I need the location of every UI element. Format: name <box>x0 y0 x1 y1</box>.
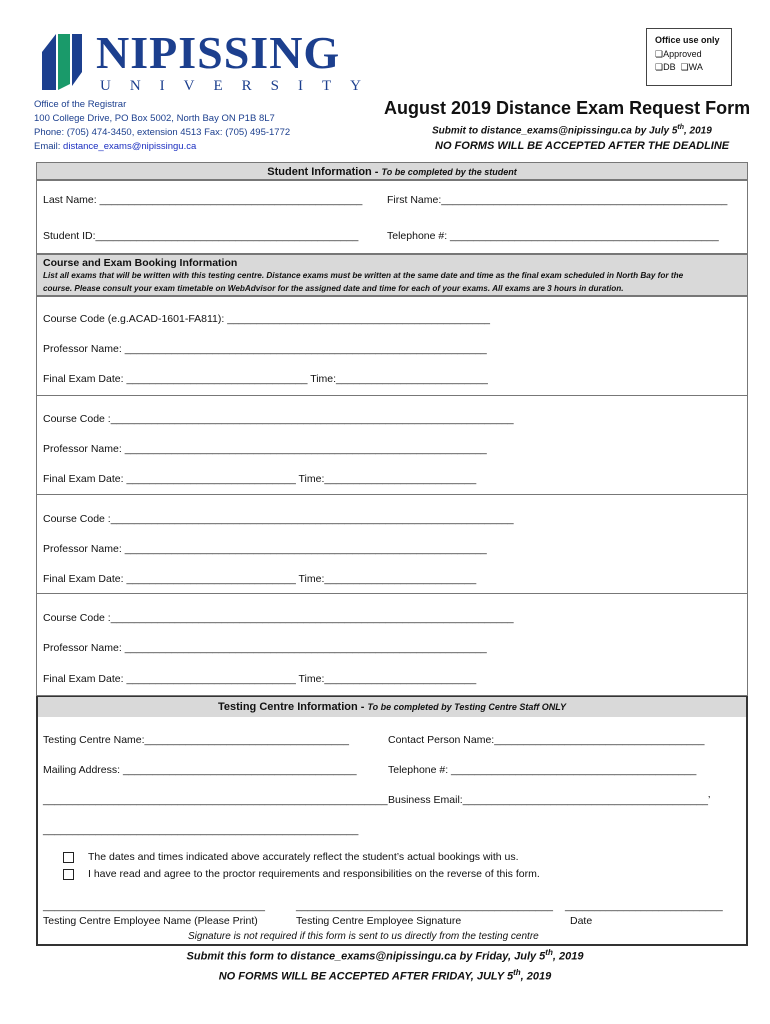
footer-submit-suffix: , 2019 <box>552 950 584 963</box>
course-code-field[interactable]: Course Code :_____________________________________________________________________ <box>43 413 514 425</box>
office-use-title: Office use only <box>655 35 720 45</box>
logo-name: NIPISSING <box>96 27 341 78</box>
professor-name-field[interactable]: Professor Name: ______________________________________________________________ <box>43 543 487 555</box>
booking-info-header <box>36 254 748 296</box>
mailing-address-line-2[interactable]: ___________________________________________________________ <box>43 794 388 806</box>
centre-telephone-field[interactable]: Telephone #: __________________________________________ <box>388 764 697 776</box>
wa-label: WA <box>688 62 703 72</box>
submit-instruction <box>432 124 712 136</box>
exam-date-field[interactable]: Final Exam Date: _____________________________ Time:__________________________ <box>43 673 477 685</box>
employee-name-line[interactable]: ______________________________________ <box>43 900 265 912</box>
proctor-agree-checkbox[interactable] <box>63 869 74 880</box>
mailing-address-field[interactable]: Mailing Address: ________________________________________ <box>43 764 357 776</box>
exam-date-field[interactable]: Final Exam Date: _______________________________ Time:__________________________ <box>43 373 488 385</box>
email-link[interactable]: distance_exams@nipissingu.ca <box>63 141 197 152</box>
form-title: August 2019 Distance Exam Request Form <box>384 98 751 118</box>
bookings-confirm-label: The dates and times indicated above accurately reflect the student’s actual bookings with us. <box>88 851 519 863</box>
course-code-field[interactable]: Course Code (e.g.ACAD-1601-FA811): _____________________________________________ <box>43 313 491 325</box>
footer-submit <box>0 948 770 963</box>
approved-label: Approved <box>663 49 702 59</box>
date-line[interactable]: ___________________________ <box>565 900 723 912</box>
professor-name-field[interactable]: Professor Name: ______________________________________________________________ <box>43 343 487 355</box>
approved-row: ❏Approved <box>655 49 702 59</box>
address-line-2: 100 College Drive, PO Box 5002, North Bay ON P1B 8L7 <box>34 113 275 124</box>
testing-header-note: To be completed by Testing Centre Staff ONLY <box>367 702 567 712</box>
student-info-box <box>36 180 748 254</box>
course-code-field[interactable]: Course Code :_____________________________________________________________________ <box>43 612 514 624</box>
business-email-field[interactable]: Business Email:__________________________________________’ <box>388 794 711 806</box>
signature-note: Signature is not required if this form is sent to us directly from the testing centre <box>188 931 539 942</box>
employee-signature-label: Testing Centre Employee Signature <box>296 915 462 927</box>
deadline-notice: NO FORMS WILL BE ACCEPTED AFTER THE DEADLINE <box>435 140 730 152</box>
telephone-field[interactable]: Telephone #: ______________________________________________ <box>387 230 719 242</box>
registrar-address <box>34 98 290 154</box>
email-label: Email: <box>34 141 61 152</box>
db-label: DB <box>663 62 676 72</box>
footer-deadline-suffix: , 2019 <box>520 970 552 983</box>
student-header-note: To be completed by the student <box>381 167 517 177</box>
footer-submit-sup: th <box>545 948 553 957</box>
address-line-1: Office of the Registrar <box>34 99 127 110</box>
submit-sup: th <box>677 124 684 131</box>
address-line-3: Phone: (705) 474-3450, extension 4513 Fax: (705) 495-1772 <box>34 127 291 138</box>
booking-desc-line-1: List all exams that will be written with this testing centre. Distance exams must be written at the same date and time as the final exam scheduled in North Bay for the <box>43 271 684 280</box>
footer-deadline-prefix: NO FORMS WILL BE ACCEPTED AFTER FRIDAY, JULY 5 <box>218 970 514 983</box>
testing-centre-header <box>38 697 746 717</box>
student-info-header <box>36 162 748 180</box>
student-id-field[interactable]: Student ID:_____________________________________________ <box>43 230 359 242</box>
bookings-confirm-checkbox[interactable] <box>63 852 74 863</box>
last-name-field[interactable]: Last Name: _____________________________________________ <box>43 194 363 206</box>
submit-suffix: , 2019 <box>684 125 712 137</box>
employee-name-label: Testing Centre Employee Name (Please Print) <box>43 915 258 927</box>
date-label: Date <box>570 915 593 927</box>
testing-header-title: Testing Centre Information - <box>217 701 368 713</box>
proctor-agree-label: I have read and agree to the proctor requirements and responsibilities on the reverse of this form. <box>88 868 540 880</box>
centre-name-field[interactable]: Testing Centre Name:___________________________________ <box>43 734 349 746</box>
professor-name-field[interactable]: Professor Name: ______________________________________________________________ <box>43 443 487 455</box>
footer-submit-prefix: Submit this form to distance_exams@nipissingu.ca by Friday, July 5 <box>186 950 546 963</box>
submit-prefix: Submit to distance_exams@nipissingu.ca by July 5 <box>432 125 678 137</box>
mailing-address-line-3[interactable]: ______________________________________________________ <box>43 824 359 836</box>
student-header-title: Student Information - <box>267 166 382 178</box>
contact-person-field[interactable]: Contact Person Name:____________________________________ <box>388 734 705 746</box>
professor-name-field[interactable]: Professor Name: ______________________________________________________________ <box>43 642 487 654</box>
employee-signature-line[interactable]: ____________________________________________ <box>296 900 553 912</box>
first-name-field[interactable]: First Name:_________________________________________________ <box>387 194 728 206</box>
db-wa-row: ❏DB ❏WA <box>655 62 703 72</box>
logo-subtitle: UNIVERSITY <box>100 78 380 94</box>
footer-deadline-sup: th <box>513 968 521 977</box>
booking-header-title: Course and Exam Booking Information <box>43 257 238 269</box>
footer-deadline <box>0 968 770 983</box>
office-use-box <box>646 28 732 86</box>
course-code-field[interactable]: Course Code :_____________________________________________________________________ <box>43 513 514 525</box>
nipissing-logo-icon <box>40 30 84 94</box>
exam-date-field[interactable]: Final Exam Date: _____________________________ Time:__________________________ <box>43 473 477 485</box>
booking-desc-line-2: course. Please consult your exam timetable on WebAdvisor for the assigned date and time for each of your exams. All exams are 3 hours in duration. <box>43 284 624 293</box>
exam-date-field[interactable]: Final Exam Date: _____________________________ Time:__________________________ <box>43 573 477 585</box>
